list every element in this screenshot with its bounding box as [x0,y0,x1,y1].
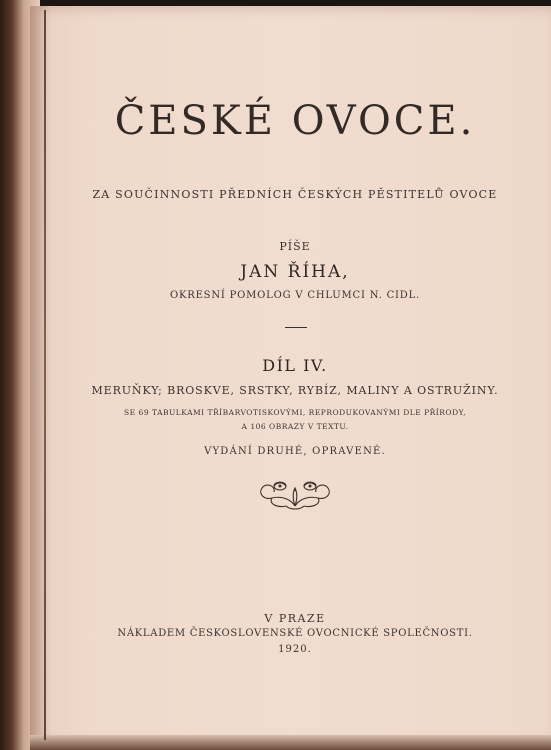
edition-note: VYDÁNÍ DRUHÉ, OPRAVENÉ. [204,446,386,457]
publication-city: V PRAZE [264,612,326,625]
floral-vignette-icon [250,476,340,512]
book-title: ČESKÉ OVOCE. [114,98,476,144]
publication-year: 1920. [278,644,312,655]
volume-number: DÍL IV. [262,356,328,375]
binding-gutter [44,10,46,740]
book-subtitle: ZA SOUČINNOSTI PŘEDNÍCH ČESKÝCH PĚSTITELŮ OVOCE [92,188,498,201]
publisher: NÁKLADEM ČESKOSLOVENSKÉ OVOCNICKÉ SPOLEČNOSTI. [117,628,473,639]
illustrations-note-line1: SE 69 TABULKAMI TŘÍBARVOTISKOVÝMI, REPRODUKOVANÝMI DLE PŘÍRODY, [124,408,466,417]
title-page-content [60,0,530,740]
author-role: OKRESNÍ POMOLOG V CHLUMCI N. CIDL. [169,290,421,301]
illustrations-note-line2: A 106 OBRAZY V TEXTU. [241,422,349,431]
volume-contents: MERUŇKY; BROSKVE, SRSTKY, RYBÍZ, MALINY A OSTRUŽINY. [91,384,499,397]
writes-label: PÍŠE [279,240,311,253]
divider-rule [285,327,307,328]
author-name: JAN ŘÍHA, [240,262,350,282]
